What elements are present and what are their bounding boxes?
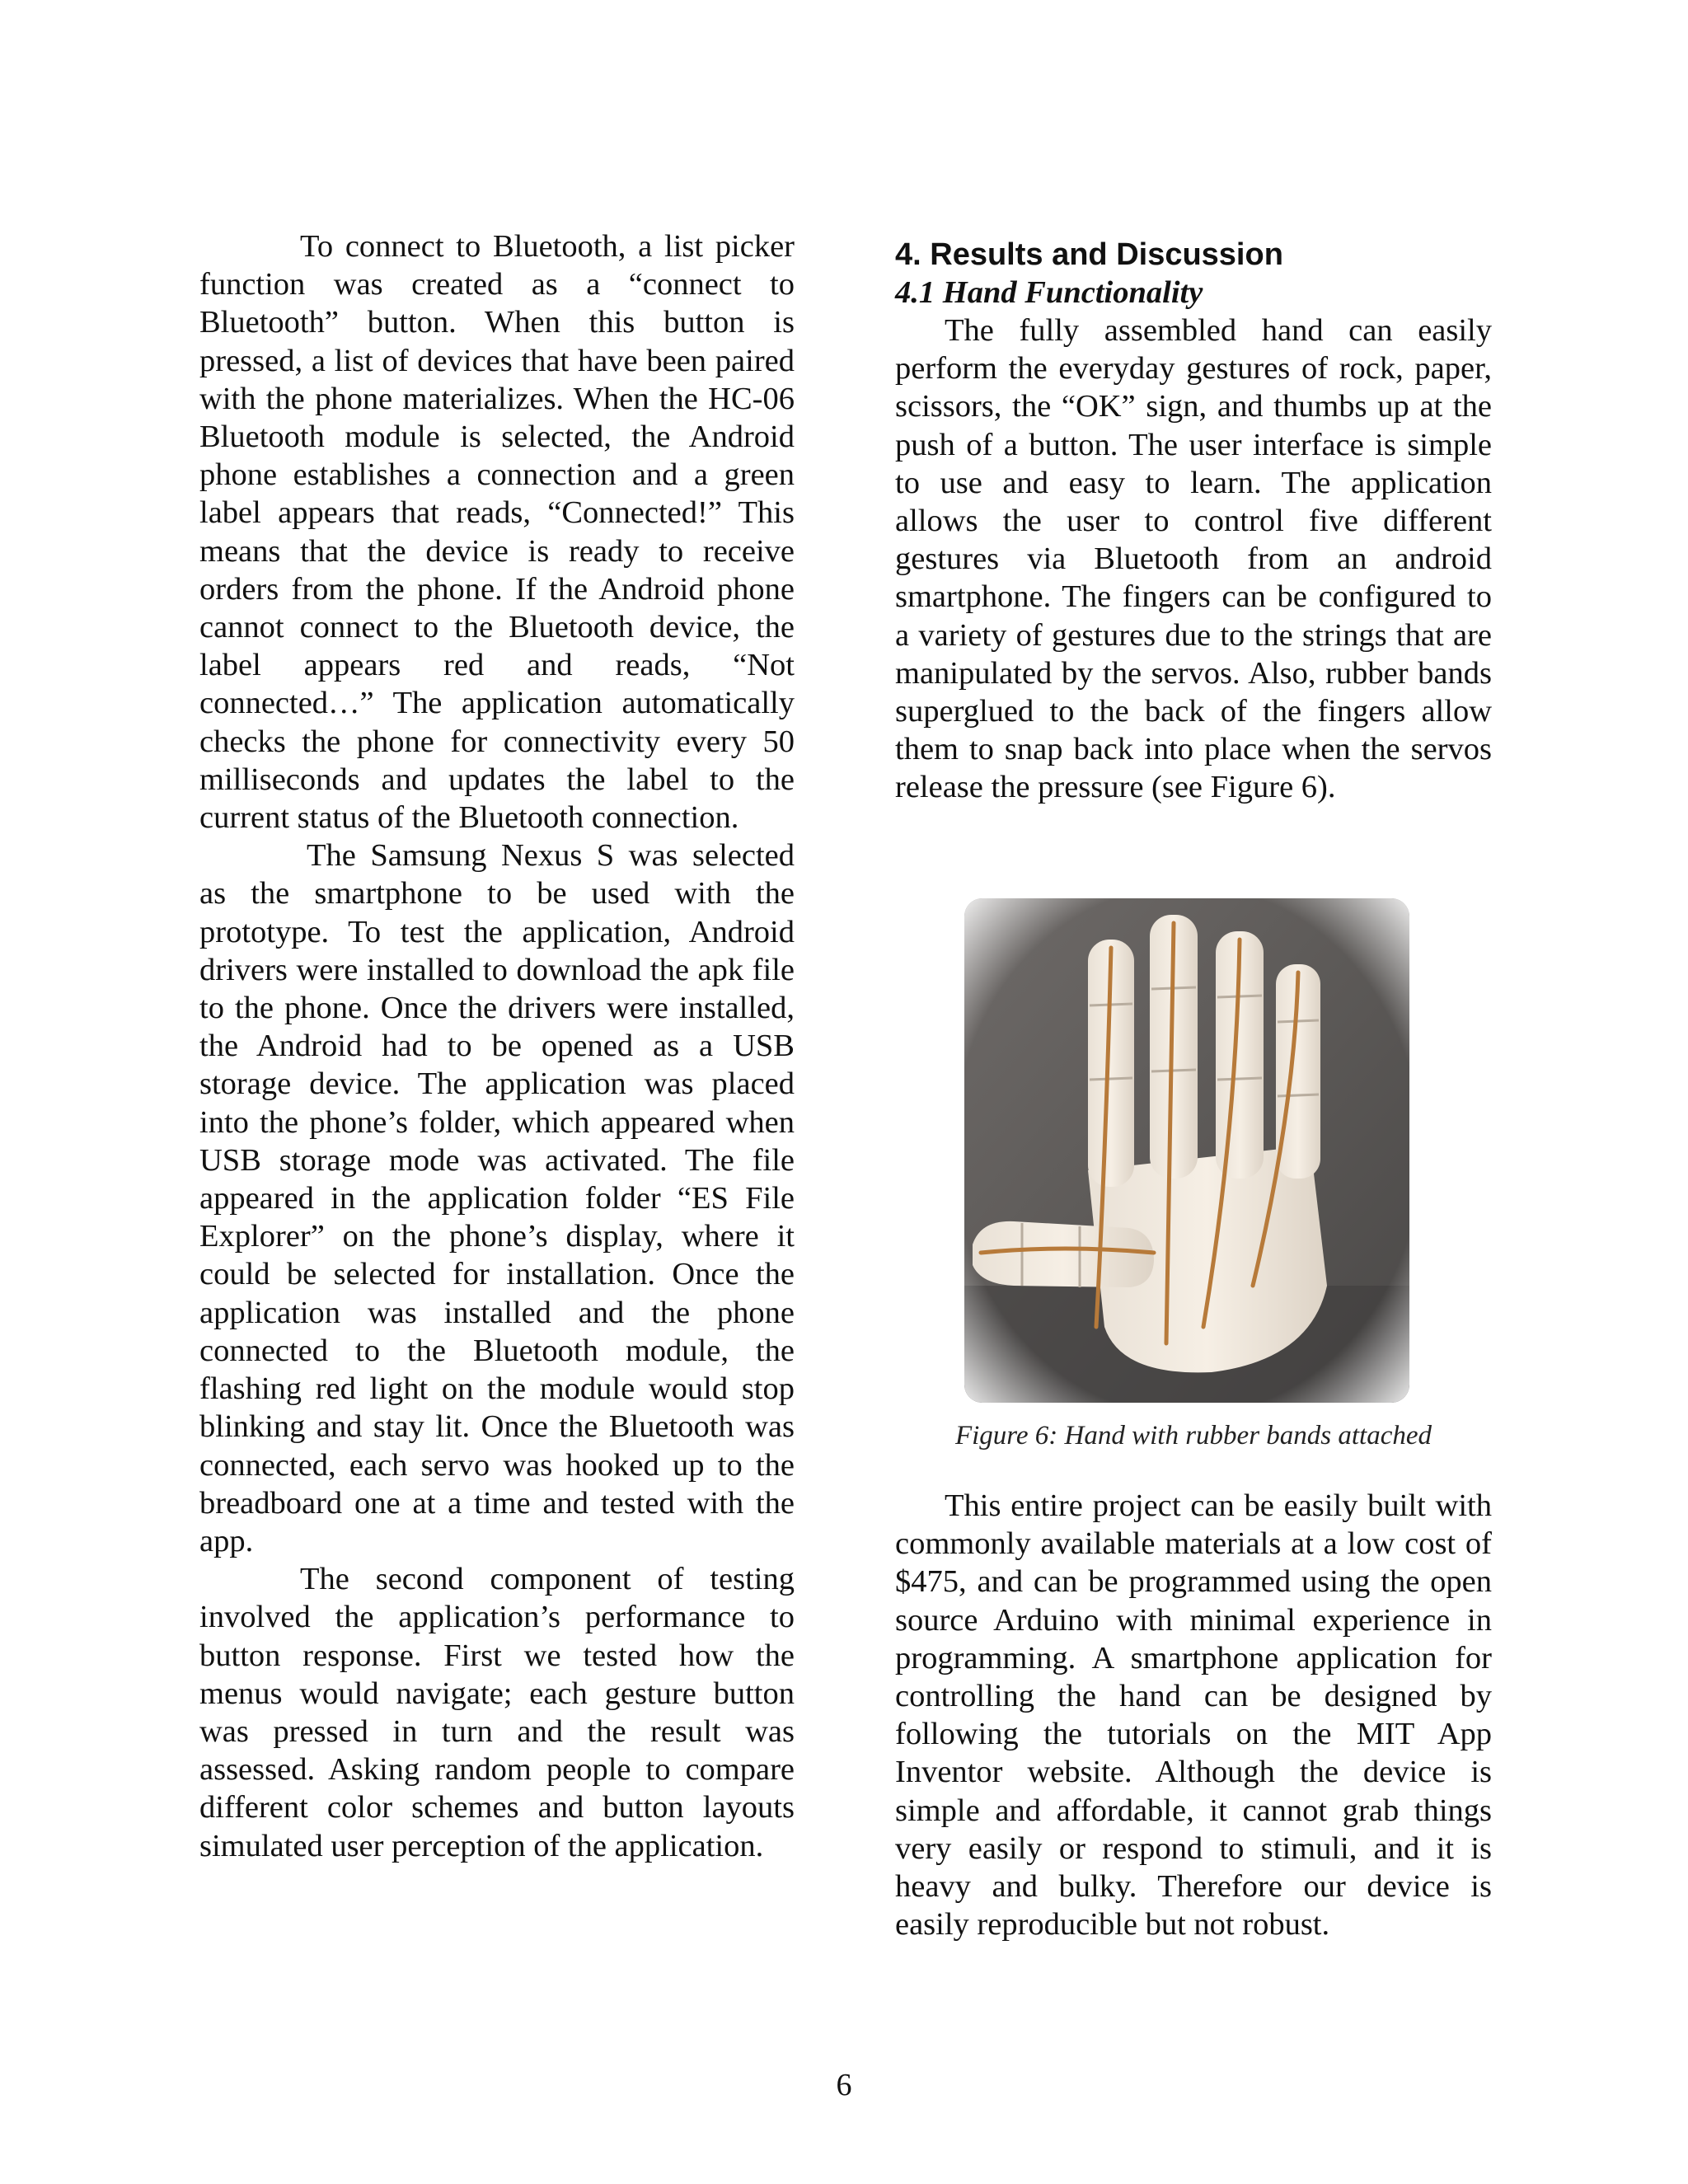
body-paragraph-nexus-testing: The Samsung Nexus S was selected as the smartphone to be used with the prototype. To test the application, Android drivers were installed to download the apk file to the phone. Once the drivers were installed, the Android had to be opened as a USB storage device. The application was placed into the phone’s folder, which appeared when USB storage mode was activated. The file appeared in the application folder “ES File Explorer” on the phone’s display, where it could be selected for installation. Once the application was installed and the phone connected to the Bluetooth module, the flashing red light on the module would stop blinking and stay lit. Once the Bluetooth was connected, each servo was hooked up to the breadboard one at a time and tested with the app. bbox=[199, 838, 795, 1558]
right-column-bottom bbox=[895, 1487, 1492, 1943]
figure-hand-photo bbox=[964, 898, 1409, 1403]
page-number: 6 bbox=[836, 2068, 852, 2102]
figure-caption: Figure 6: Hand with rubber bands attached bbox=[954, 1421, 1432, 1451]
body-paragraph-bluetooth: To connect to Bluetooth, a list picker function was created as a “connect to Bluetooth” button. When this button is pressed, a list of devices that have been paired with the phone materializes. When the HC-06 Bluetooth module is selected, the Android phone establishes a connection and a green label appears that reads, “Connected!” This means that the device is ready to receive orders from the phone. If the Android phone cannot connect to the Bluetooth device, the label appears red and reads, “Not connected…” The application automatically checks the phone for connectivity every 50 milliseconds and updates the label to the current status of the Bluetooth connection. bbox=[199, 229, 795, 836]
right-column bbox=[895, 227, 1492, 807]
left-column bbox=[199, 227, 795, 1865]
subsection-heading: 4.1 Hand Functionality bbox=[895, 275, 1203, 310]
body-paragraph-cost-summary: This entire project can be easily built with commonly available materials at a low cost of $475, and can be programmed using the open source Arduino with minimal experience in programming. A smartphone application for controlling the hand can be designed by following the tutorials on the MIT App Inventor website. Although the device is simple and affordable, it cannot grab things very easily or respond to stimuli, and it is heavy and bulky. Therefore our device is easily reproducible but not robust. bbox=[895, 1488, 1492, 1943]
hand-photo-image bbox=[964, 898, 1409, 1403]
body-paragraph-hand-functionality: The fully assembled hand can easily perform the everyday gestures of rock, paper, scissors, the “OK” sign, and thumbs up at the push of a button. The user interface is simple to use and easy to learn. The application allows the user to control five different gestures via Bluetooth from an android smartphone. The fingers can be configured to a variety of gestures due to the strings that are manipulated by the servos. Also, rubber bands superglued to the back of the fingers allow them to snap back into place when the servos release the pressure (see Figure 6). bbox=[895, 313, 1492, 805]
body-paragraph-button-response: The second component of testing involved the application’s performance to button response. First we tested how the menus would navigate; each gesture button was pressed in turn and the result was assessed. Asking random people to compare different color schemes and button layouts simulated user perception of the application. bbox=[199, 1562, 795, 1863]
section-heading: 4. Results and Discussion bbox=[895, 237, 1283, 272]
